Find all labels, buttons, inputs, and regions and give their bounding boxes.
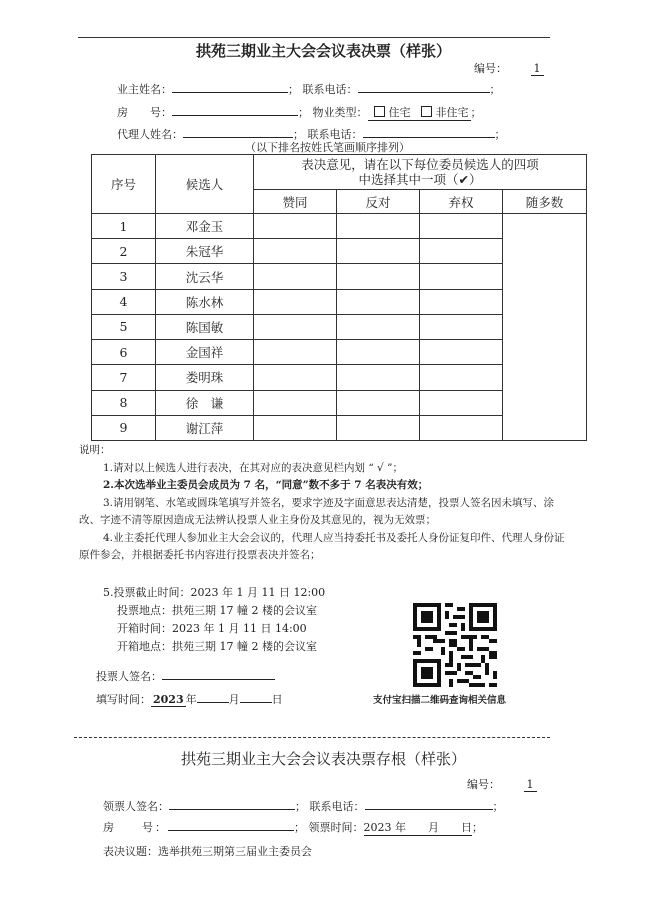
receiver-sign-label: 领票人签名： — [103, 800, 169, 813]
semicolon: ； — [489, 83, 501, 96]
agree-cell[interactable] — [254, 415, 337, 440]
day-unit: 日 — [271, 693, 283, 706]
serial-value[interactable]: 1 — [531, 62, 544, 76]
oppose-cell[interactable] — [337, 214, 420, 239]
room-row — [117, 103, 482, 121]
owner-name-field[interactable] — [172, 80, 288, 93]
agree-cell[interactable] — [254, 390, 337, 415]
property-type-label: 物业类型： — [312, 106, 368, 119]
row-number: 4 — [92, 289, 156, 314]
notes-heading: 说明： — [79, 444, 111, 456]
stub-serial — [467, 776, 537, 792]
oppose-cell[interactable] — [337, 289, 420, 314]
property-type-options — [368, 104, 471, 121]
stub-title: 拱苑三期业主大会会议表决票存根（样张） — [180, 750, 466, 768]
phone-label: 联系电话： — [302, 83, 358, 96]
stub-serial-label: 编号： — [467, 778, 500, 791]
top-rule — [78, 37, 550, 38]
proxy-phone-label: 联系电话： — [307, 128, 363, 141]
receive-time-field[interactable]: 2023 年 月 日 — [363, 821, 472, 834]
fill-month-field[interactable] — [197, 690, 229, 703]
fill-day-field[interactable] — [240, 690, 272, 703]
semicolon: ； — [288, 83, 299, 96]
month-unit: 月 — [228, 693, 240, 706]
owner-name-row — [117, 80, 501, 97]
col-seq-header: 序号 — [92, 155, 156, 214]
note-1: 1.请对以上候选人进行表决，在其对应的表决意见栏内划 “ √ ”； — [103, 461, 403, 474]
candidate-name: 徐 谦 — [156, 390, 254, 415]
semicolon: ； — [472, 821, 483, 834]
candidate-name: 朱冠华 — [156, 239, 254, 264]
row-number: 5 — [92, 314, 156, 339]
voter-sign-field[interactable] — [162, 667, 275, 680]
semicolon: ； — [293, 128, 304, 141]
note-2: 2.本次选举业主委员会成员为 7 名，“同意”数不多于 7 名表决有效； — [103, 479, 429, 491]
voter-sign-row — [96, 667, 275, 684]
qr-code[interactable] — [413, 603, 497, 687]
fill-time-label: 填写时间： — [96, 693, 151, 706]
note-3: 3.请用钢笔、水笔或圆珠笔填写并签名，要求字迹及字面意思表达清楚，投票人签名因未填写、涂改、字迹不清等原因造成无法辨认投票人业主身份及其意见的，视为无效票； — [79, 496, 555, 526]
row-number: 9 — [92, 415, 156, 440]
residential-checkbox[interactable] — [374, 106, 385, 117]
vote-place: 投票地点：拱苑三期 17 幢 2 楼的会议室 — [117, 604, 317, 617]
semicolon: ； — [294, 821, 305, 834]
proxy-name-field[interactable] — [183, 125, 293, 138]
stub-matter: 表决议题：选举拱苑三期第三届业主委员会 — [103, 845, 312, 858]
agree-cell[interactable] — [254, 365, 337, 390]
oppose-cell[interactable] — [337, 264, 420, 289]
opinion-header-line2: 中选择其中一项（✔） — [358, 172, 482, 187]
room-label: 房 号： — [117, 106, 172, 119]
opinion-header — [254, 155, 587, 190]
open-place: 开箱地点：拱苑三期 17 幢 2 楼的会议室 — [117, 640, 317, 653]
agree-cell[interactable] — [254, 239, 337, 264]
note-5 — [103, 584, 325, 656]
abstain-cell[interactable] — [420, 214, 503, 239]
candidate-name: 陈水林 — [156, 289, 254, 314]
stub-phone-label: 联系电话： — [309, 800, 365, 813]
phone-field[interactable] — [358, 80, 490, 93]
table-row — [92, 214, 587, 239]
cut-line — [74, 737, 550, 738]
note-4: 4.业主委托代理人参加业主大会会议的，代理人应当持委托书及委托人身份证复印件、代理人身份证原件参会，并根据委托书内容进行投票表决并签名； — [79, 531, 565, 561]
row-number: 2 — [92, 239, 156, 264]
ballot-title: 拱苑三期业主大会会议表决票（样张） — [195, 42, 451, 60]
qr-caption: 支付宝扫描二维码查询相关信息 — [373, 695, 507, 706]
year-unit: 年 — [185, 693, 197, 706]
voter-sign-label: 投票人签名： — [96, 670, 162, 683]
residential-label: 住宅 — [388, 106, 411, 119]
notes-section — [79, 442, 571, 565]
candidate-name: 邓金玉 — [156, 214, 254, 239]
semicolon: ； — [492, 800, 504, 813]
open-time: 开箱时间：2023 年 1 月 11 日 14:00 — [117, 622, 307, 635]
abstain-cell[interactable] — [420, 314, 503, 339]
vote-table — [91, 154, 587, 441]
ballot-serial — [474, 60, 544, 76]
oppose-cell[interactable] — [337, 365, 420, 390]
owner-name-label: 业主姓名： — [117, 83, 172, 96]
oppose-cell[interactable] — [337, 239, 420, 264]
stub-room-label: 房 号： — [103, 821, 168, 834]
agree-cell[interactable] — [254, 340, 337, 365]
receive-time-label: 领票时间： — [308, 821, 364, 834]
agree-cell[interactable] — [254, 314, 337, 339]
vote-deadline: 5.投票截止时间：2023 年 1 月 11 日 12:00 — [103, 586, 326, 599]
row-number: 3 — [92, 264, 156, 289]
order-note: （以下排名按姓氏笔画顺序排列） — [245, 141, 410, 154]
oppose-cell[interactable] — [337, 415, 420, 440]
row-number: 7 — [92, 365, 156, 390]
abstain-cell[interactable] — [420, 239, 503, 264]
abstain-cell[interactable] — [420, 415, 503, 440]
row-number: 6 — [92, 340, 156, 365]
semicolon: ； — [295, 800, 306, 813]
semicolon: ； — [470, 106, 482, 119]
abstain-cell[interactable] — [420, 340, 503, 365]
abstain-cell[interactable] — [420, 264, 503, 289]
proxy-phone-field[interactable] — [363, 125, 495, 138]
non-residential-checkbox[interactable] — [421, 106, 432, 117]
non-residential-label: 非住宅 — [435, 106, 469, 119]
opinion-header-line1: 表决意见，请在以下每位委员候选人的四项 — [301, 157, 539, 172]
candidate-name: 谢江萍 — [156, 415, 254, 440]
receiver-sign-field[interactable] — [169, 797, 295, 810]
candidate-name: 沈云华 — [156, 264, 254, 289]
col-candidate-header: 候选人 — [156, 155, 254, 214]
agree-cell[interactable] — [254, 264, 337, 289]
fill-time-row — [96, 690, 283, 707]
col-abstain-header: 弃权 — [420, 190, 503, 214]
oppose-cell[interactable] — [337, 390, 420, 415]
agree-cell[interactable] — [254, 289, 337, 314]
row-number: 8 — [92, 390, 156, 415]
col-agree-header: 赞同 — [254, 190, 337, 214]
agree-cell[interactable] — [254, 214, 337, 239]
stub-room-field[interactable] — [168, 818, 294, 831]
col-oppose-header: 反对 — [337, 190, 420, 214]
candidate-name: 娄明珠 — [156, 365, 254, 390]
abstain-cell[interactable] — [420, 390, 503, 415]
stub-serial-value[interactable]: 1 — [524, 778, 537, 792]
fill-year[interactable]: 2023 — [153, 693, 184, 706]
abstain-cell[interactable] — [420, 289, 503, 314]
col-follow-header: 随多数 — [503, 190, 587, 214]
serial-label: 编号： — [474, 62, 507, 75]
candidate-name: 金国祥 — [156, 340, 254, 365]
oppose-cell[interactable] — [337, 340, 420, 365]
follow-majority-cell[interactable] — [503, 214, 587, 441]
semicolon: ； — [298, 106, 309, 119]
stub-room-row — [103, 818, 483, 836]
stub-phone-field[interactable] — [365, 797, 493, 810]
abstain-cell[interactable] — [420, 365, 503, 390]
room-field[interactable] — [172, 103, 298, 116]
semicolon: ； — [494, 128, 506, 141]
row-number: 1 — [92, 214, 156, 239]
stub-receiver-row — [103, 797, 504, 814]
proxy-name-label: 代理人姓名： — [117, 128, 183, 141]
oppose-cell[interactable] — [337, 314, 420, 339]
candidate-name: 陈国敏 — [156, 314, 254, 339]
